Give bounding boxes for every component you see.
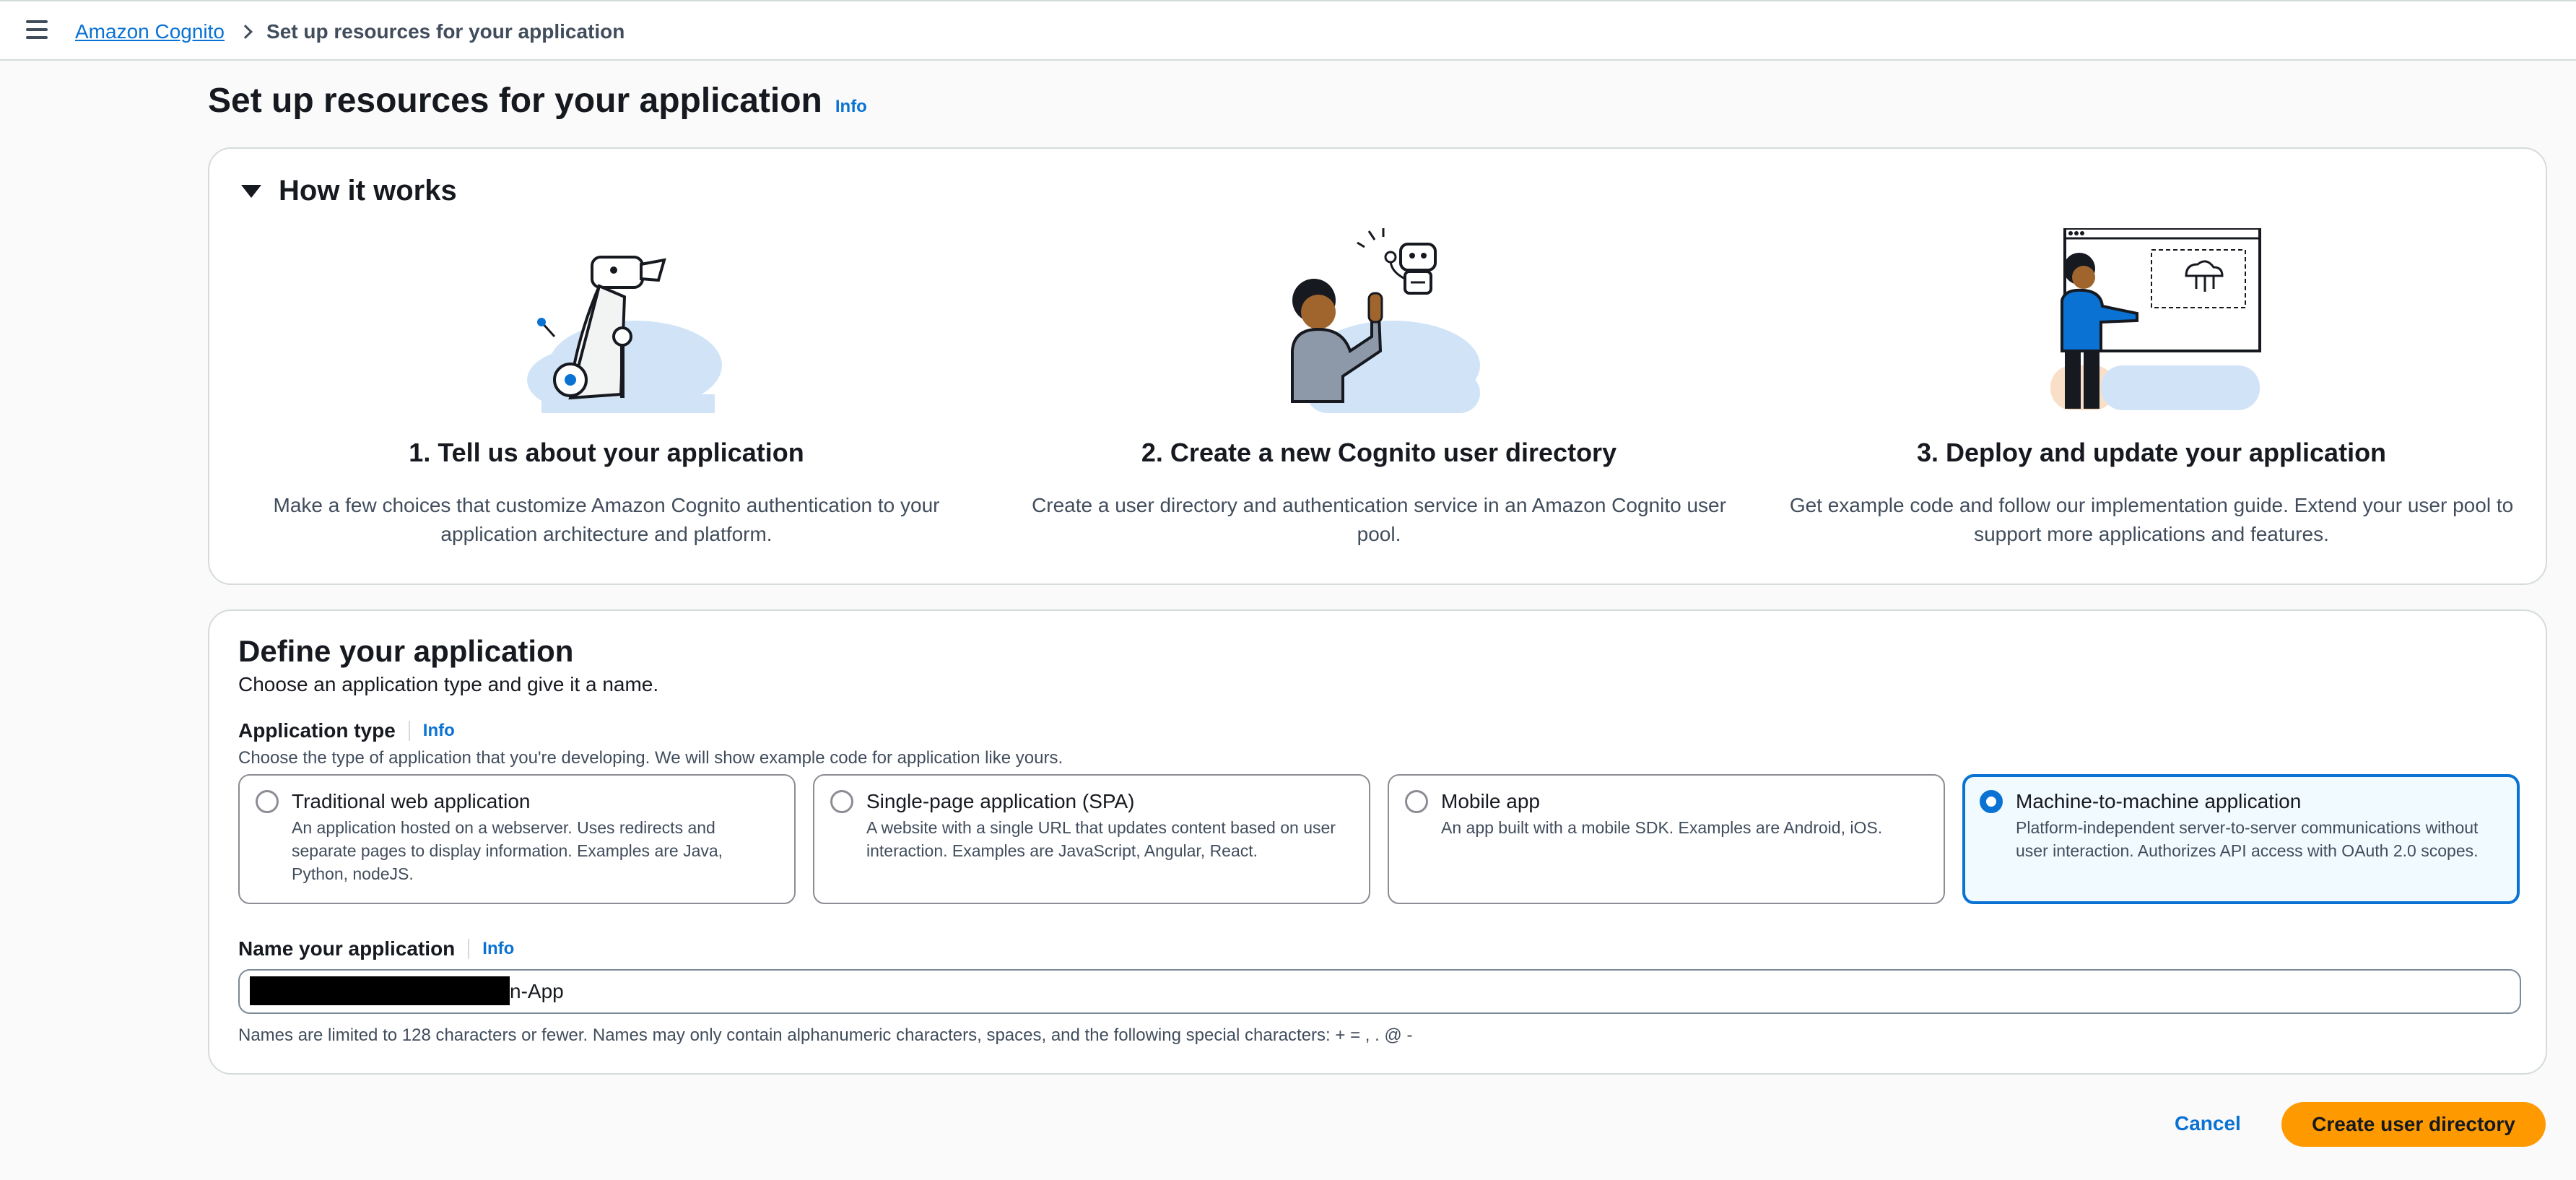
option-description: An app built with a mobile SDK. Examples are Android, iOS. bbox=[1441, 818, 1883, 837]
caret-down-icon bbox=[241, 185, 261, 198]
define-application-panel bbox=[208, 609, 2547, 1075]
step-2 bbox=[1011, 228, 1747, 549]
app-name-value: n-App bbox=[510, 980, 564, 1002]
how-it-works-heading: How it works bbox=[279, 175, 457, 207]
radio-button[interactable] bbox=[256, 790, 279, 813]
top-navigation-bar bbox=[0, 0, 2576, 61]
step-3-title: 3. Deploy and update your application bbox=[1916, 438, 2387, 467]
define-title: Define your application bbox=[238, 634, 574, 668]
option-machine-to-machine[interactable] bbox=[1962, 774, 2520, 904]
app-name-label: Name your application bbox=[238, 937, 456, 960]
option-description: A website with a single URL that updates content based on user interaction. Examples are JavaScript, Angular, React. bbox=[866, 818, 1336, 860]
person-high-five-robot-illustration-icon bbox=[1263, 228, 1494, 416]
application-type-label: Application type bbox=[238, 719, 396, 742]
page-header bbox=[208, 81, 867, 121]
option-traditional-web-app[interactable] bbox=[238, 774, 796, 904]
robot-dog-illustration-icon bbox=[491, 228, 722, 416]
breadcrumb-current: Set up resources for your application bbox=[266, 20, 625, 43]
label-divider bbox=[409, 721, 410, 741]
step-1-title: 1. Tell us about your application bbox=[409, 438, 804, 467]
redacted-text bbox=[250, 976, 510, 1005]
application-type-label-row bbox=[238, 719, 455, 742]
breadcrumb bbox=[75, 19, 625, 45]
app-name-input[interactable] bbox=[238, 969, 2521, 1014]
radio-button-selected[interactable] bbox=[1980, 790, 2003, 813]
person-presenting-screen-illustration-icon bbox=[2036, 228, 2267, 416]
step-1 bbox=[238, 228, 975, 549]
step-3-description: Get example code and follow our implementation guide. Extend your user pool to support more applications and features. bbox=[1789, 494, 2514, 545]
page-title: Set up resources for your application bbox=[208, 82, 822, 120]
page-info-link[interactable]: Info bbox=[835, 97, 867, 116]
create-user-directory-button[interactable]: Create user directory bbox=[2281, 1102, 2546, 1147]
application-type-hint: Choose the type of application that you're developing. We will show example code for application like yours. bbox=[238, 748, 1063, 768]
how-it-works-toggle[interactable] bbox=[241, 175, 457, 207]
radio-button[interactable] bbox=[1405, 790, 1428, 813]
how-it-works-panel bbox=[208, 147, 2547, 585]
application-type-options bbox=[238, 774, 2520, 904]
define-subtitle: Choose an application type and give it a name. bbox=[238, 673, 659, 695]
option-description: An application hosted on a webserver. Uses redirects and separate pages to display information. Examples are Java, Python, nodeJS. bbox=[292, 818, 723, 883]
app-name-info-link[interactable]: Info bbox=[482, 939, 515, 958]
cancel-button[interactable]: Cancel bbox=[2175, 1112, 2241, 1135]
option-description: Platform-independent server-to-server communications without user interaction. Authorizes API access with OAuth 2.0 scopes. bbox=[2016, 818, 2479, 860]
option-single-page-app[interactable] bbox=[813, 774, 1370, 904]
breadcrumb-link-cognito[interactable]: Amazon Cognito bbox=[75, 20, 225, 43]
step-2-description: Create a user directory and authentication service in an Amazon Cognito user pool. bbox=[1032, 494, 1726, 545]
option-title: Machine-to-machine application bbox=[2016, 790, 2302, 812]
option-mobile-app[interactable] bbox=[1388, 774, 1945, 904]
chevron-right-icon bbox=[238, 25, 253, 39]
option-title: Traditional web application bbox=[292, 790, 531, 812]
step-1-description: Make a few choices that customize Amazon Cognito authentication to your application architecture and platform. bbox=[273, 494, 940, 545]
label-divider bbox=[468, 939, 469, 959]
app-name-hint: Names are limited to 128 characters or fewer. Names may only contain alphanumeric characters, spaces, and the following special characters: + = , . @ - bbox=[238, 1025, 1413, 1045]
app-name-label-row bbox=[238, 937, 514, 960]
application-type-info-link[interactable]: Info bbox=[422, 721, 455, 740]
menu-icon[interactable] bbox=[26, 20, 48, 40]
step-3 bbox=[1783, 228, 2520, 549]
step-2-title: 2. Create a new Cognito user directory bbox=[1141, 438, 1617, 467]
radio-button[interactable] bbox=[830, 790, 853, 813]
option-title: Mobile app bbox=[1441, 790, 1540, 812]
option-title: Single-page application (SPA) bbox=[866, 790, 1135, 812]
